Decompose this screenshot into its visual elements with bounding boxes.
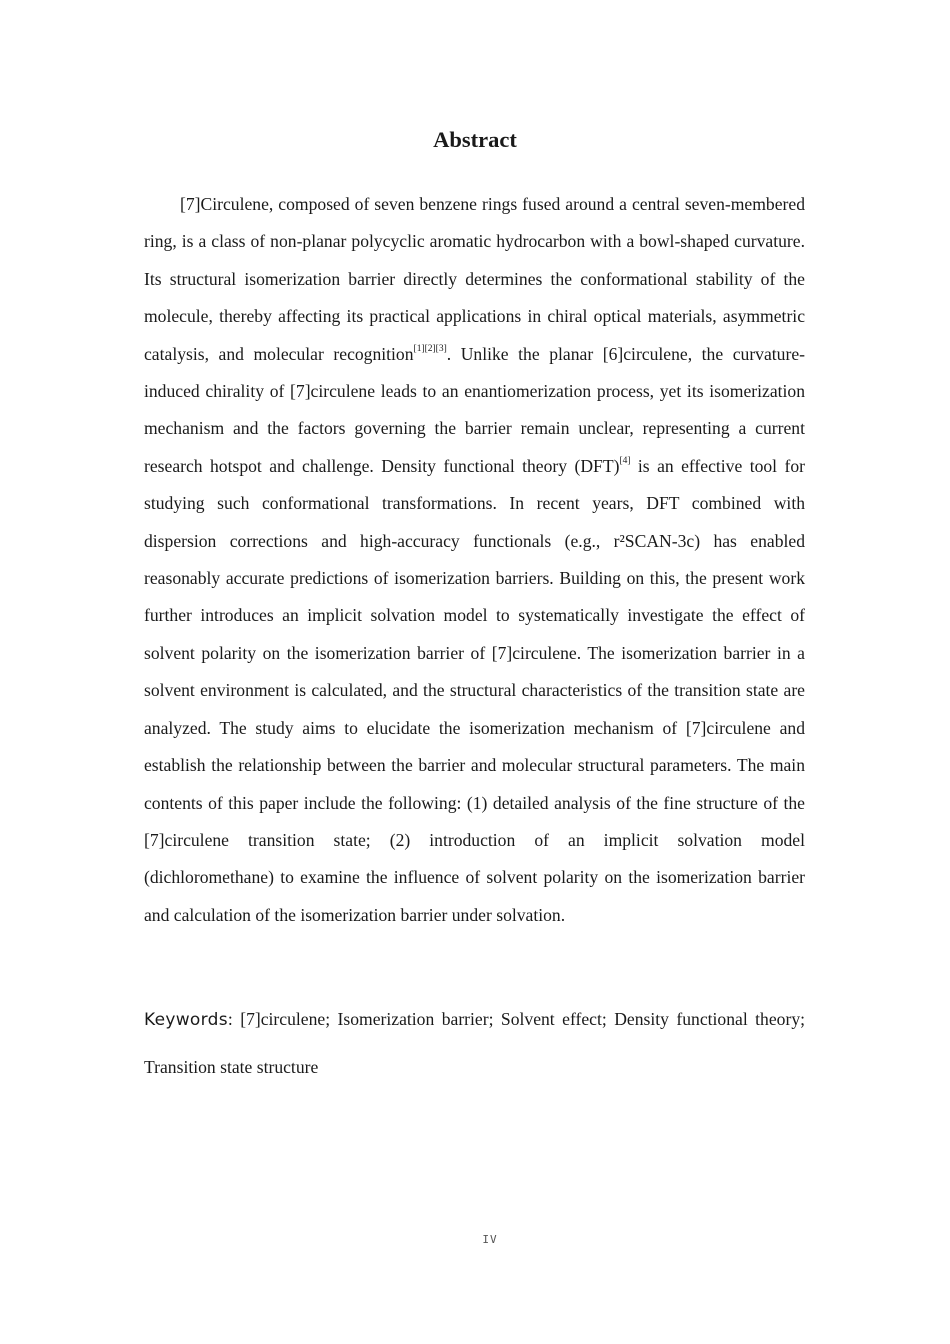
page-number: IV — [482, 1233, 498, 1246]
keywords-line — [144, 996, 805, 1091]
abstract-text-part-1: [7]Circulene, composed of seven benzene rings fused around a central seven-membered ring, is a class of non-planar polycyclic aromatic hydrocarbon with a bowl-shaped curvature. Its structural isomerization barrier directly determines the conformational stability of the molecule, thereby affecting its practical applications in chiral optical materials, asymmetric catalysis, and molecular recognition — [144, 194, 805, 364]
abstract-title: Abstract — [433, 127, 517, 152]
citation-superscript: [4] — [619, 455, 631, 466]
keywords-separator: : — [227, 1009, 233, 1029]
keywords-label: Keywords — [144, 1010, 228, 1030]
citation-superscript: [1][2][3] — [413, 343, 447, 354]
keywords-text: [7]circulene; Isomerization barrier; Solvent effect; Density functional theory; Transition state structure — [144, 1009, 805, 1077]
abstract-paragraph — [144, 186, 805, 934]
abstract-text-part-3: is an effective tool for studying such conformational transformations. In recent years, DFT combined with dispersion corrections and high-accuracy functionals (e.g., r²SCAN-3c) has enabled reasonably accurate predictions of isomerization barriers. Building on this, the present work further introduces an implicit solvation model to systematically investigate the effect of solvent polarity on the isomerization barrier of [7]circulene. The isomerization barrier in a solvent environment is calculated, and the structural characteristics of the transition state are analyzed. The study aims to elucidate the isomerization mechanism of [7]circulene and establish the relationship between the barrier and molecular structural parameters. The main contents of this paper include the following: (1) detailed analysis of the fine structure of the [7]circulene transition state; (2) introduction of an implicit solvation model (dichloromethane) to examine the influence of solvent polarity on the isomerization barrier and calculation of the isomerization barrier under solvation. — [144, 455, 805, 925]
abstract-text-part-2: . Unlike the planar [6]circulene, the curvature-induced chirality of [7]circulene leads to an enantiomerization process, yet its isomerization mechanism and the factors governing the barrier remain unclear, representing a current research hotspot and challenge. Density functional theory (DFT) — [144, 343, 806, 476]
